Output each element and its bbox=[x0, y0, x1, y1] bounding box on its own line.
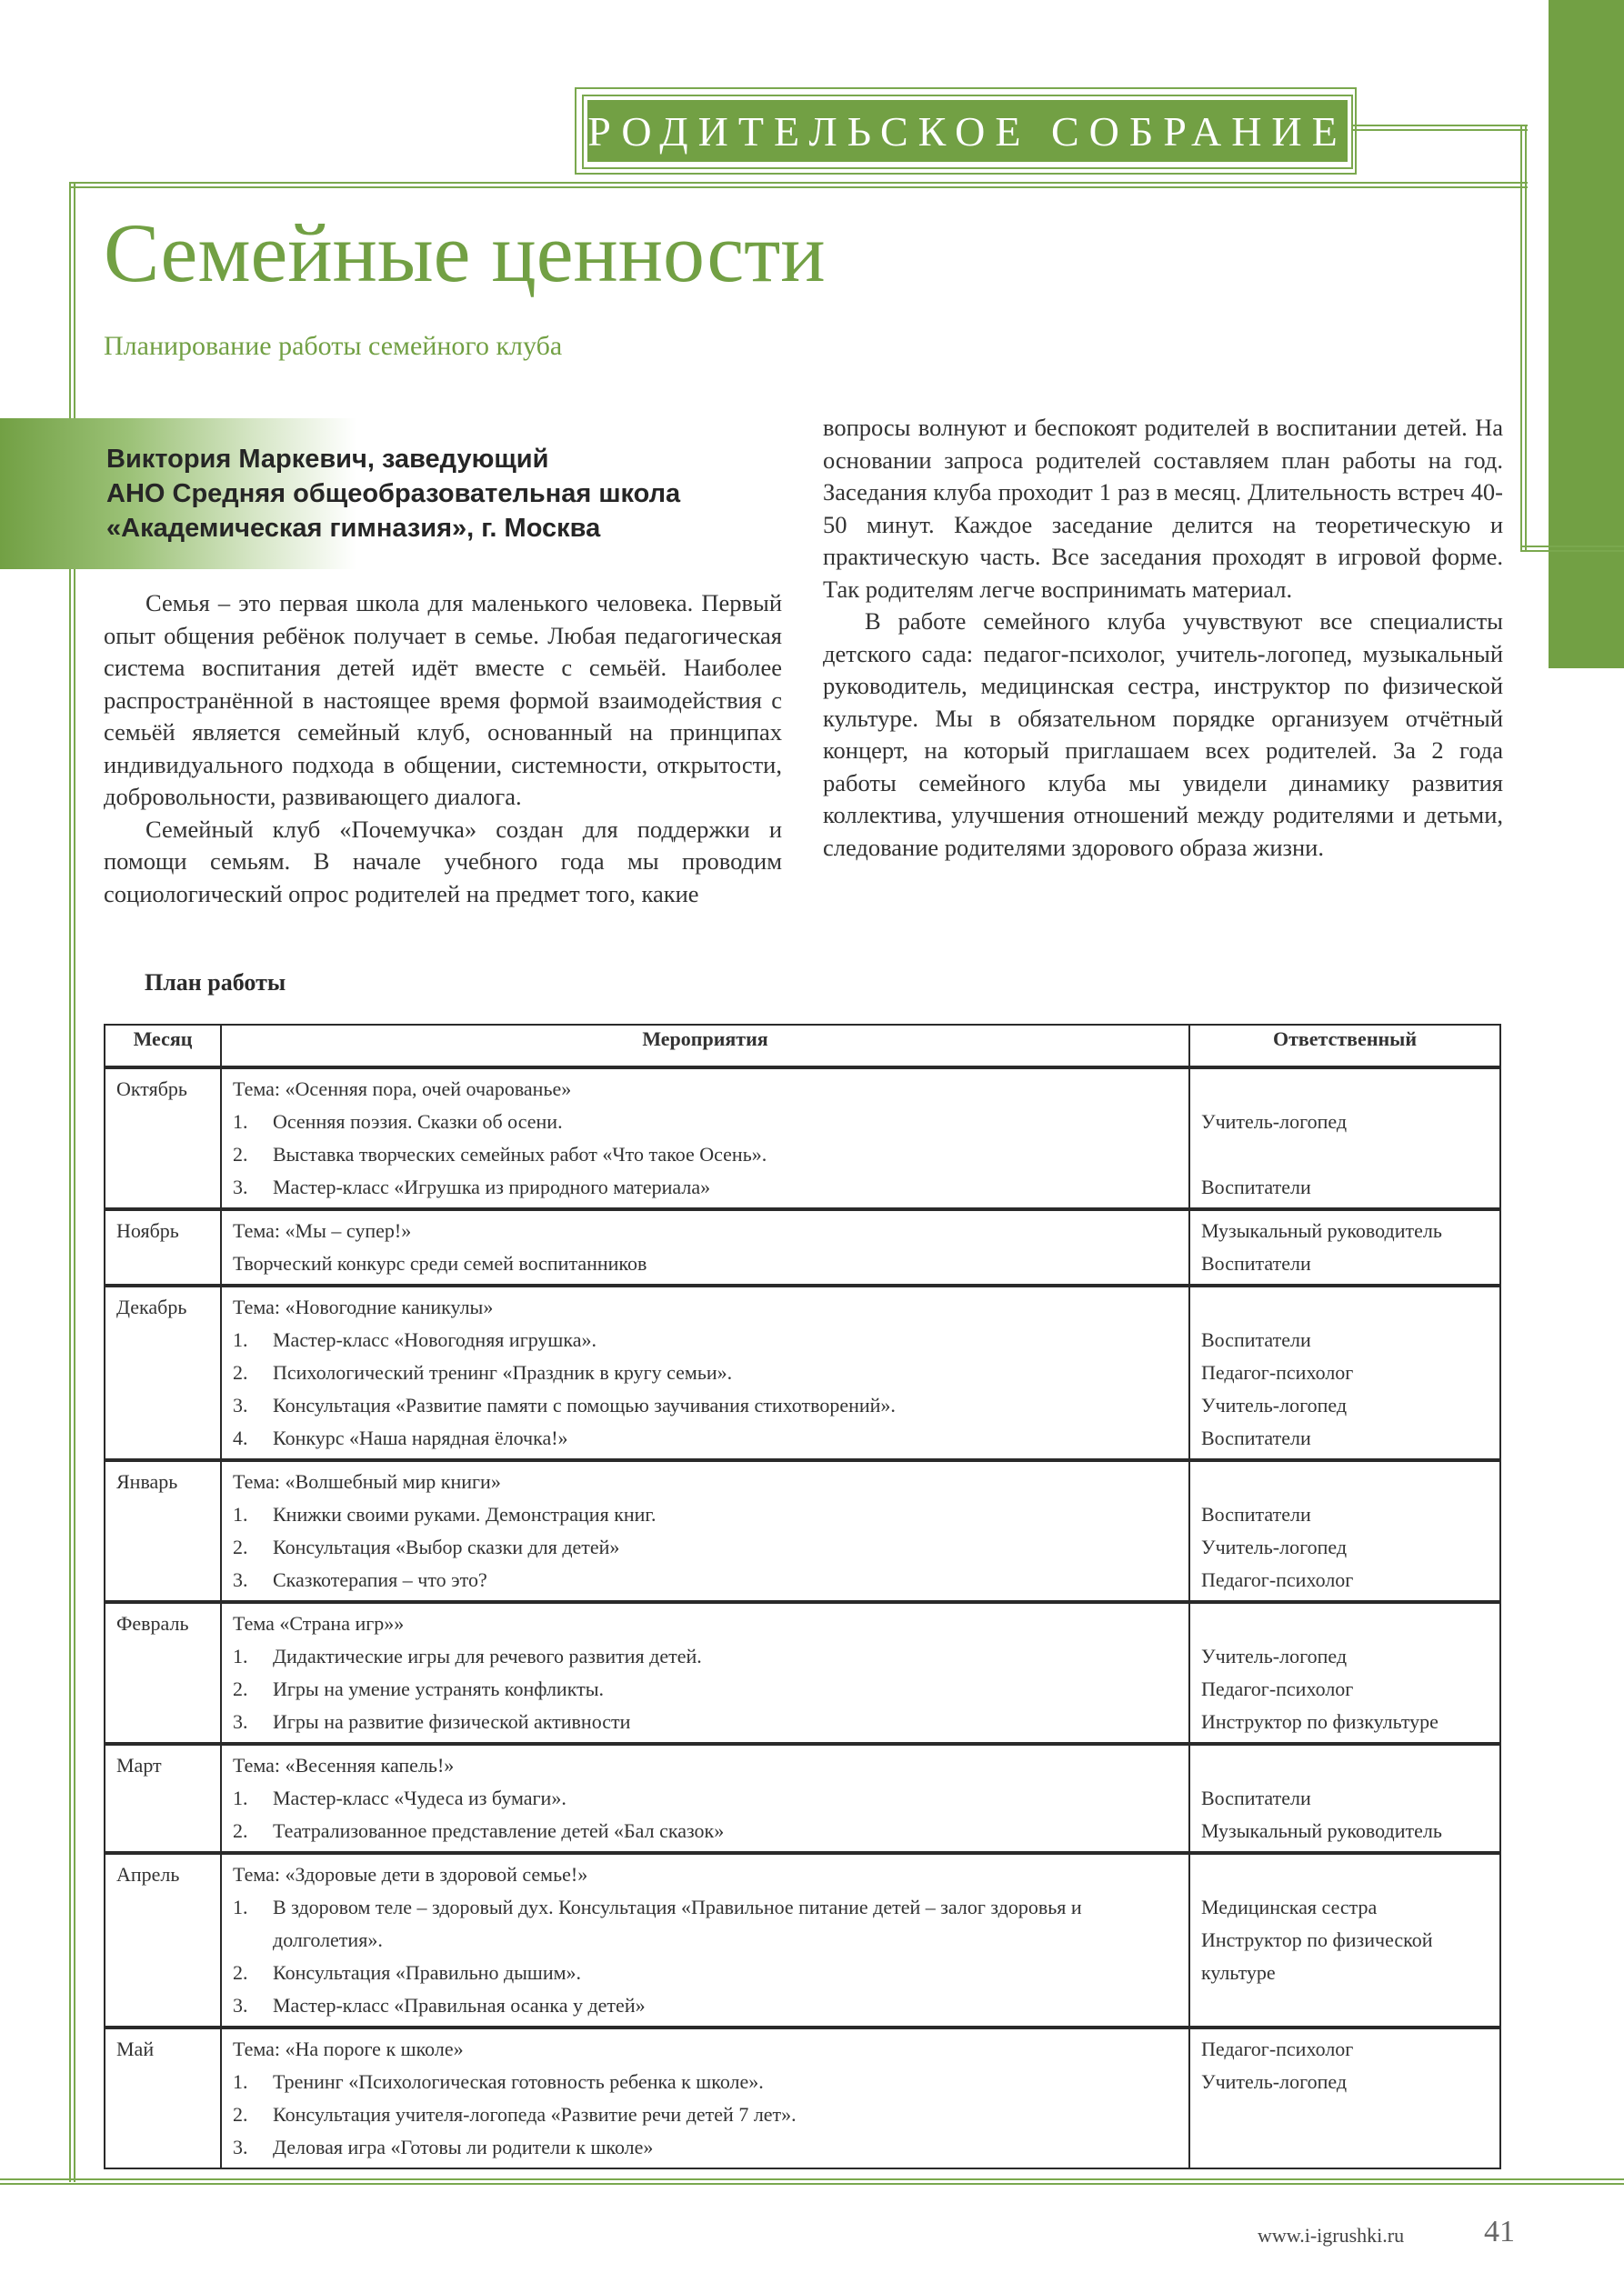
responsible-cell: Музыкальный руководитель Воспитатели bbox=[1189, 1209, 1500, 1286]
list-item: 1. Осенняя поэзия. Сказки об осени. bbox=[233, 1110, 563, 1133]
column-header-month: Месяц bbox=[105, 1025, 221, 1067]
responsible-cell: Воспитатели Педагог-психолог Учитель-логопед Воспитатели bbox=[1189, 1286, 1500, 1460]
list-item: 1. Тренинг «Психологическая готовность ребенка к школе». bbox=[233, 2070, 764, 2093]
theme: Тема: «Здоровые дети в здоровой семье!» bbox=[233, 1863, 588, 1886]
month-cell: Февраль bbox=[105, 1602, 221, 1744]
events-cell bbox=[221, 2028, 1189, 2168]
month-cell: Март bbox=[105, 1744, 221, 1853]
frame-bottom-line bbox=[0, 2178, 1624, 2185]
events-cell bbox=[221, 1602, 1189, 1744]
section-label-text: РОДИТЕЛЬСКОЕ СОБРАНИЕ bbox=[587, 107, 1348, 155]
list-item: 3. Сказкотерапия – что это? bbox=[233, 1568, 487, 1591]
theme: Тема «Страна игр»» bbox=[233, 1612, 405, 1635]
events-cell bbox=[221, 1744, 1189, 1853]
list-item: 2. Консультация учителя-логопеда «Развитие речи детей 7 лет». bbox=[233, 2103, 797, 2126]
plan-title: План работы bbox=[145, 969, 286, 996]
table-row bbox=[105, 1853, 1500, 2028]
paragraph: Семейный клуб «Почемучка» создан для поддержки и помощи семьям. В начале учебного года мы проводим социологический опрос родителей на предмет того, какие bbox=[104, 815, 782, 907]
plan-table bbox=[104, 1024, 1501, 2169]
page-number: 41 bbox=[1484, 2215, 1515, 2248]
column-header-responsible: Ответственный bbox=[1189, 1025, 1500, 1067]
theme: Тема: «Осенняя пора, очей очарованье» bbox=[233, 1077, 572, 1100]
events-cell bbox=[221, 1460, 1189, 1602]
events-cell bbox=[221, 1067, 1189, 1209]
frame-top-right-line bbox=[1353, 125, 1528, 131]
theme: Тема: «На пороге к школе» bbox=[233, 2038, 464, 2060]
frame-top-line bbox=[69, 182, 1528, 188]
list-item: 2. Консультация «Выбор сказки для детей» bbox=[233, 1536, 620, 1558]
column-header-events: Мероприятия bbox=[221, 1025, 1189, 1067]
author-block bbox=[106, 442, 680, 546]
body-column-right bbox=[823, 412, 1503, 864]
month-cell: Октябрь bbox=[105, 1067, 221, 1209]
responsible-cell: Воспитатели Музыкальный руководитель bbox=[1189, 1744, 1500, 1853]
list-item: 1. Мастер-класс «Новогодняя игрушка». bbox=[233, 1328, 596, 1351]
responsible-cell: Педагог-психолог Учитель-логопед bbox=[1189, 2028, 1500, 2168]
article-title: Семейные ценности bbox=[104, 206, 826, 299]
responsible-cell: Воспитатели Учитель-логопед Педагог-психолог bbox=[1189, 1460, 1500, 1602]
table-header-row bbox=[105, 1025, 1500, 1067]
list-item: 3. Консультация «Развитие памяти с помощью заучивания стихотворений». bbox=[233, 1394, 896, 1417]
frame-right-line bbox=[1520, 125, 1527, 552]
theme: Тема: «Весенняя капель!» bbox=[233, 1754, 455, 1777]
events-cell bbox=[221, 1286, 1189, 1460]
table-row bbox=[105, 1602, 1500, 1744]
list-item: 2. Психологический тренинг «Праздник в кругу семьи». bbox=[233, 1361, 733, 1384]
frame-right-return-line bbox=[1520, 546, 1624, 552]
list-item: 3. Игры на развитие физической активности bbox=[233, 1710, 631, 1733]
event-text: Творческий конкурс среди семей воспитанников bbox=[233, 1252, 647, 1275]
list-item: 3. Мастер-класс «Правильная осанка у детей» bbox=[233, 1994, 646, 2017]
theme: Тема: «Мы – супер!» bbox=[233, 1219, 412, 1242]
author-name: Виктория Маркевич, заведующий bbox=[106, 445, 549, 474]
list-item: 2. Консультация «Правильно дышим». bbox=[233, 1961, 582, 1984]
month-cell: Декабрь bbox=[105, 1286, 221, 1460]
responsible-cell: Медицинская сестра Инструктор по физической культуре bbox=[1189, 1853, 1500, 2028]
decorative-green-band bbox=[1549, 0, 1624, 668]
footer-website-link[interactable]: www.i-igrushki.ru bbox=[1258, 2224, 1405, 2247]
month-cell: Ноябрь bbox=[105, 1209, 221, 1286]
author-location: «Академическая гимназия», г. Москва bbox=[106, 514, 601, 543]
article-subtitle: Планирование работы семейного клуба bbox=[104, 331, 563, 361]
paragraph: вопросы волнуют и беспокоят родителей в воспитании детей. На основании запроса родителей составляем план работы на год. Заседания клуба проходит 1 раз в месяц. Длительность встреч 40-50 минут. Каждое заседание делится на теоретическую и практическую часть. Все заседания проходят в игровой форме. Так родителям легче воспринимать материал. bbox=[823, 414, 1503, 603]
month-cell: Апрель bbox=[105, 1853, 221, 2028]
author-organization: АНО Средняя общеобразовательная школа bbox=[106, 479, 681, 508]
month-cell: Январь bbox=[105, 1460, 221, 1602]
events-cell bbox=[221, 1853, 1189, 2028]
month-cell: Май bbox=[105, 2028, 221, 2168]
list-item: 2. Театрализованное представление детей «Бал сказок» bbox=[233, 1819, 725, 1842]
list-item: 3. Мастер-класс «Игрушка из природного материала» bbox=[233, 1176, 711, 1198]
responsible-cell: Учитель-логопед Воспитатели bbox=[1189, 1067, 1500, 1209]
responsible-cell: Учитель-логопед Педагог-психолог Инструктор по физкультуре bbox=[1189, 1602, 1500, 1744]
list-item: 1. Мастер-класс «Чудеса из бумаги». bbox=[233, 1787, 566, 1809]
theme: Тема: «Волшебный мир книги» bbox=[233, 1470, 501, 1493]
table-row bbox=[105, 1067, 1500, 1209]
list-item: 2. Игры на умение устранять конфликты. bbox=[233, 1677, 604, 1700]
paragraph: В работе семейного клуба учувствуют все специалисты детского сада: педагог-психолог, учитель-логопед, музыкальный руководитель, медицинская сестра, инструктор по физической культуре. Мы в обязательном порядке организуем отчётный концерт, на который приглашаем всех родителей. За 2 года работы семейного клуба мы увидели динамику развития коллектива, улучшения отношений между родителями и детьми, следование родителями здорового образа жизни. bbox=[823, 607, 1503, 861]
list-item: 1. В здоровом теле – здоровый дух. Консультация «Правильное питание детей – залог здоровья и долголетия». bbox=[233, 1896, 1082, 1951]
events-cell bbox=[221, 1209, 1189, 1286]
list-item: 2. Выставка творческих семейных работ «Что такое Осень». bbox=[233, 1143, 767, 1166]
table-row bbox=[105, 1744, 1500, 1853]
table-row bbox=[105, 2028, 1500, 2168]
theme: Тема: «Новогодние каникулы» bbox=[233, 1296, 494, 1318]
body-column-left bbox=[104, 587, 782, 910]
list-item: 3. Деловая игра «Готовы ли родители к школе» bbox=[233, 2136, 654, 2158]
section-label bbox=[587, 100, 1348, 162]
list-item: 1. Дидактические игры для речевого развития детей. bbox=[233, 1645, 702, 1667]
list-item: 1. Книжки своими руками. Демонстрация книг. bbox=[233, 1503, 657, 1526]
list-item: 4. Конкурс «Наша нарядная ёлочка!» bbox=[233, 1427, 568, 1449]
table-row bbox=[105, 1460, 1500, 1602]
table-row bbox=[105, 1286, 1500, 1460]
table-row bbox=[105, 1209, 1500, 1286]
paragraph: Семья – это первая школа для маленького человека. Первый опыт общения ребёнок получает в семье. Любая педагогическая система воспитания детей идёт вместе с семьёй. Наиболее распространённой в настоящее время формой взаимодействия с семьёй является семейный клуб, основанный на принципах индивидуального подхода в общении, системности, открытости, добровольности, развивающего диалога. bbox=[104, 589, 782, 810]
